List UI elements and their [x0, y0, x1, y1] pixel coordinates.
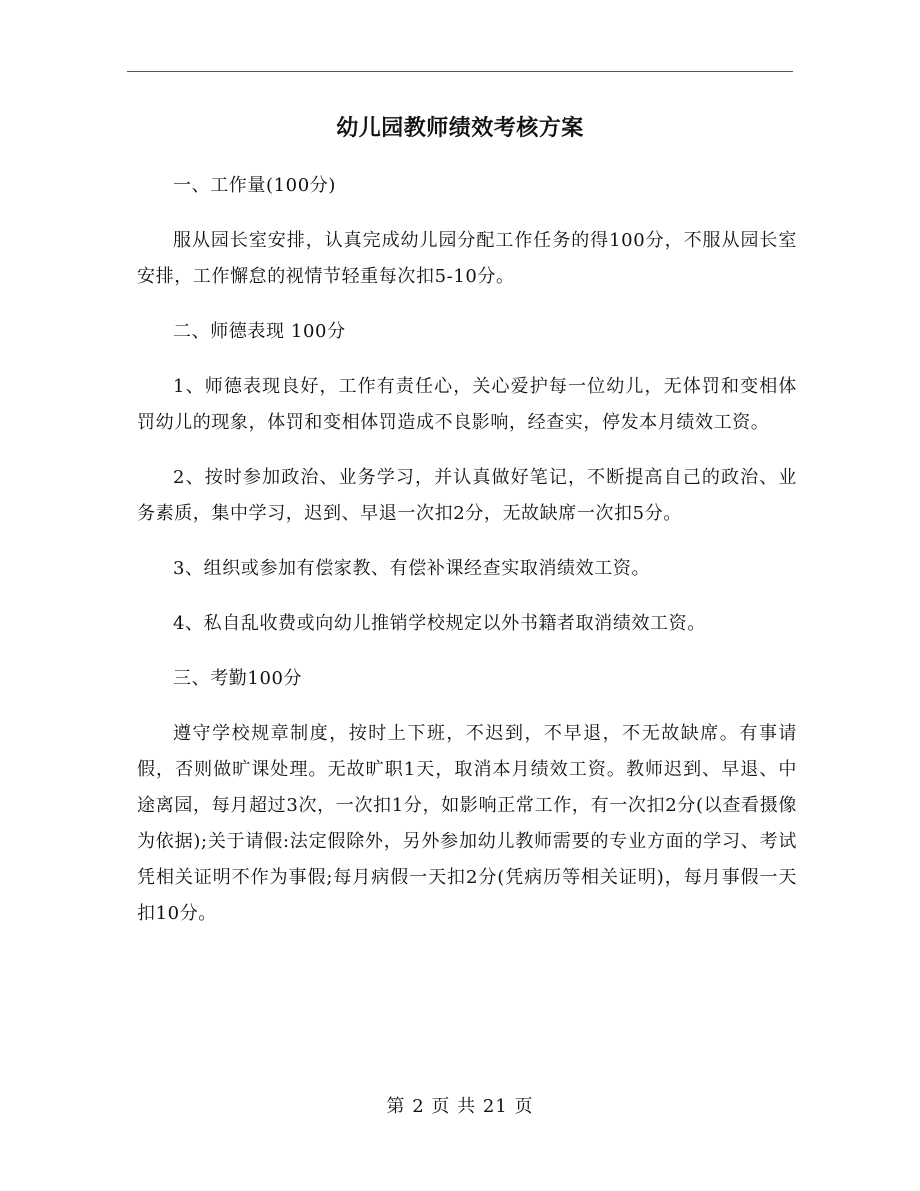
paragraph-ethics-1: 1、师德表现良好，工作有责任心，关心爱护每一位幼儿，无体罚和变相体罚幼儿的现象，体罚和变相体罚造成不良影响，经查实，停发本月绩效工资。: [137, 376, 797, 433]
section-heading-attendance: 三、考勤100分: [173, 668, 303, 689]
paragraph-workload: 服从园长室安排，认真完成幼儿园分配工作任务的得100分，不服从园长室安排，工作懈怠的视情节轻重每次扣5-10分。: [137, 230, 797, 287]
section-heading-ethics: 二、师德表现 100分: [173, 321, 346, 342]
page-indicator: 第 2 页 共 21 页: [386, 1096, 534, 1117]
section-heading-workload: 一、工作量(100分): [173, 175, 337, 196]
document-body: [137, 168, 797, 951]
document-title: 幼儿园教师绩效考核方案: [336, 115, 584, 141]
paragraph-ethics-2: 2、按时参加政治、业务学习，并认真做好笔记，不断提高自己的政治、业务素质，集中学习，迟到、早退一次扣2分，无故缺席一次扣5分。: [137, 467, 797, 524]
paragraph-attendance: 遵守学校规章制度，按时上下班，不迟到，不早退，不无故缺席。有事请假，否则做旷课处理。无故旷职1天，取消本月绩效工资。教师迟到、早退、中途离园，每月超过3次，一次扣1分，如影响正常工作，有一次扣2分(以查看摄像为依据);关于请假:法定假除外，另外参加幼儿教师需要的专业方面的学习、考试凭相关证明不作为事假;每月病假一天扣2分(凭病历等相关证明)，每月事假一天扣10分。: [137, 723, 797, 924]
header-rule: [127, 71, 793, 72]
paragraph-ethics-4: 4、私自乱收费或向幼儿推销学校规定以外书籍者取消绩效工资。: [173, 613, 706, 634]
paragraph-ethics-3: 3、组织或参加有偿家教、有偿补课经查实取消绩效工资。: [173, 558, 651, 579]
